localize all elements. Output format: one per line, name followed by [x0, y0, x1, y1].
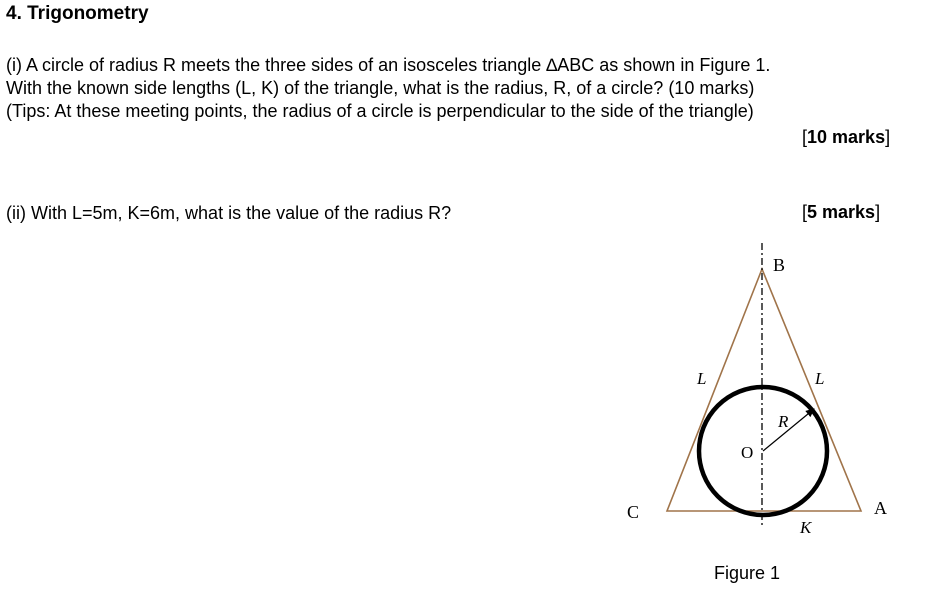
part-i-marks: [10 marks] — [802, 127, 891, 147]
side-left-label: L — [697, 369, 707, 388]
part-i-line-2: With the known side lengths (L, K) of the triangle, what is the radius, R, of a circle? (10 marks) — [6, 78, 755, 98]
question-heading: 4. Trigonometry — [6, 3, 149, 24]
vertex-b-label: B — [773, 255, 786, 275]
base-label: K — [800, 518, 812, 537]
side-right-label: L — [815, 369, 825, 388]
part-i-tips: (Tips: At these meeting points, the radius of a circle is perpendicular to the side of the triangle) — [6, 101, 754, 121]
radius-label: R — [778, 412, 789, 431]
part-i-marks-value: 10 marks — [807, 127, 886, 147]
part-ii-text: (ii) With L=5m, K=6m, what is the value of the radius R? — [6, 203, 452, 223]
vertex-c-label: C — [627, 502, 640, 522]
part-ii-marks-value: 5 marks — [807, 202, 876, 222]
part-i-line-1: (i) A circle of radius R meets the three sides of an isosceles triangle ∆ABC as shown in Figure 1. — [6, 55, 771, 75]
figure-caption: Figure 1 — [714, 563, 781, 583]
part-ii-marks: [5 marks] — [802, 202, 881, 222]
vertex-a-label: A — [874, 498, 887, 518]
triangle-abc — [667, 269, 861, 511]
center-label: O — [741, 443, 754, 462]
radius-arrow — [763, 409, 814, 451]
